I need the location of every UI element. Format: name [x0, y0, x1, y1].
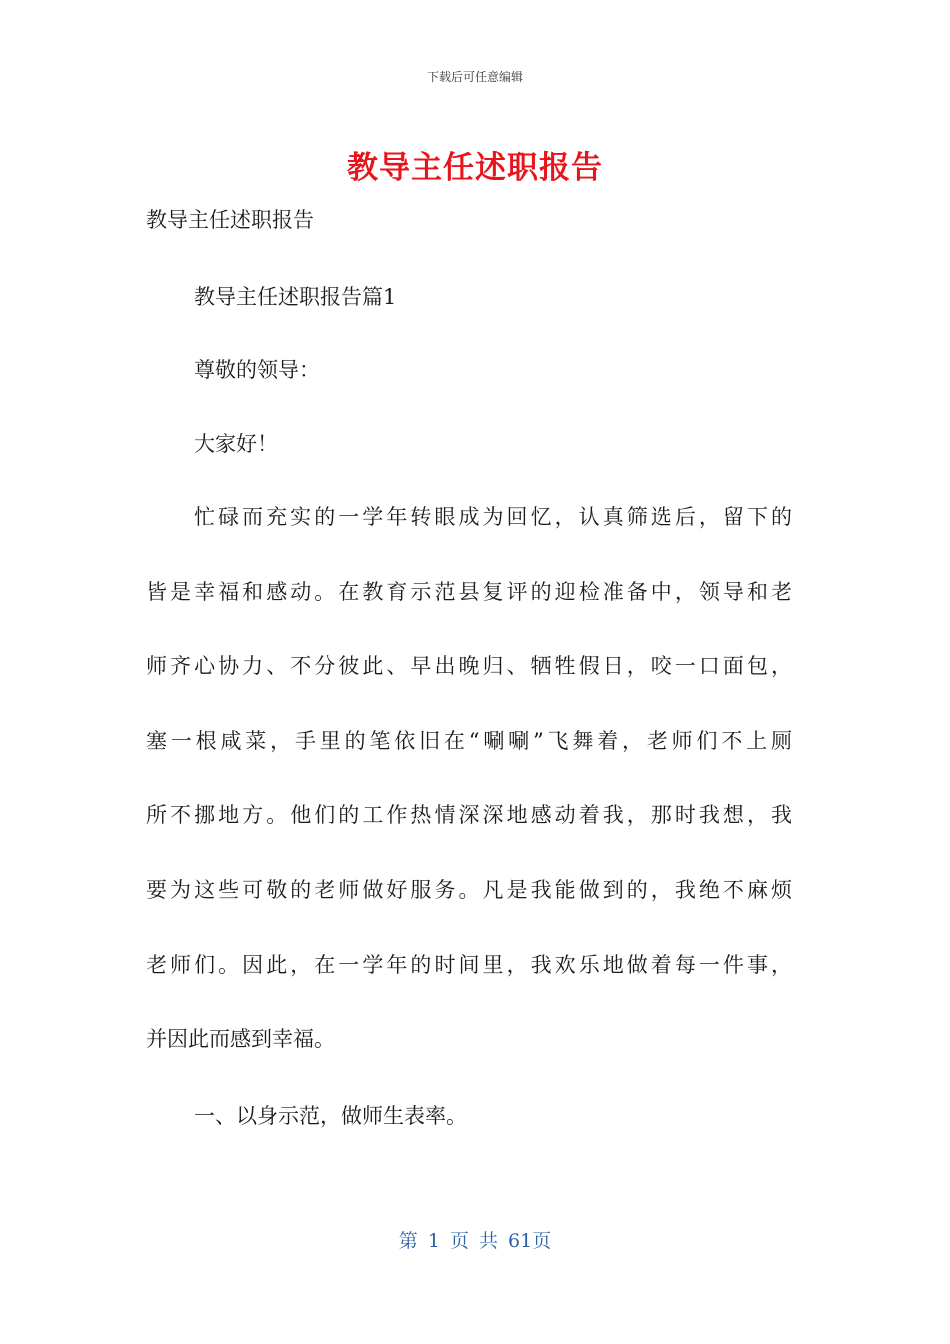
document-subtitle: 教导主任述职报告 [146, 208, 314, 232]
body-line: 所不挪地方。他们的工作热情深深地感动着我，那时我想，我 [146, 803, 792, 828]
salutation: 尊敬的领导： [194, 358, 320, 382]
footer-label-mid: 页 共 [449, 1230, 498, 1252]
body-paragraph [146, 503, 792, 1100]
document-title: 教导主任述职报告 [347, 150, 603, 186]
body-line: 塞一根咸菜，手里的笔依旧在“唰唰”飞舞着，老师们不上厕 [146, 728, 792, 753]
body-line: 要为这些可敬的老师做好服务。凡是我能做到的，我绝不麻烦 [146, 877, 792, 902]
section-heading: 教导主任述职报告篇1 [194, 285, 397, 309]
point-one-heading: 一、以身示范，做师生表率。 [194, 1104, 467, 1128]
page-total: 61 [508, 1230, 533, 1252]
greeting: 大家好！ [194, 432, 278, 456]
body-line: 皆是幸福和感动。在教育示范县复评的迎检准备中，领导和老 [146, 579, 792, 604]
page-current: 1 [427, 1230, 440, 1252]
body-line: 忙碌而充实的一学年转眼成为回忆，认真筛选后，留下的 [194, 505, 792, 529]
footer-label-pre: 第 [398, 1230, 418, 1252]
footer-label-post: 页 [532, 1230, 552, 1252]
page-footer [0, 1226, 950, 1253]
body-line: 师齐心协力、不分彼此、早出晚归、牺牲假日，咬一口面包， [146, 654, 792, 679]
body-line: 老师们。因此，在一学年的时间里，我欢乐地做着每一件事， [146, 952, 792, 977]
header-note: 下载后可任意编辑 [426, 70, 523, 84]
body-line: 并因此而感到幸福。 [146, 1027, 335, 1052]
